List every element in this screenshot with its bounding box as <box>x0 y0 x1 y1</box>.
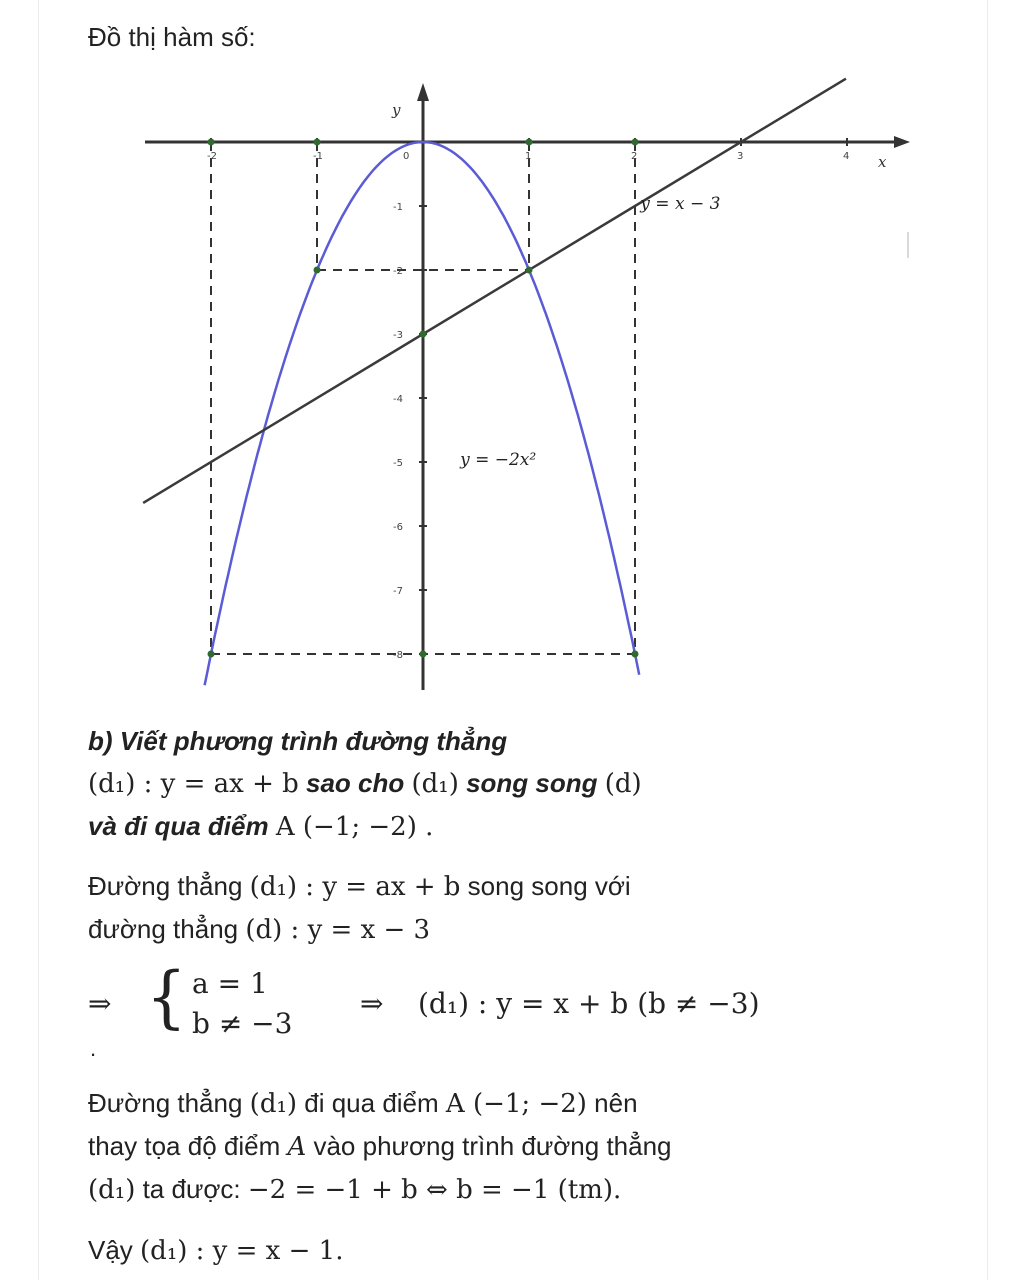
system-dot: . <box>90 1036 97 1061</box>
p2-calculation: −2 = −1 + b ⇔ b = −1 (tm). <box>247 1175 622 1205</box>
conclusion-equation: (d₁) : y = x − 1. <box>140 1236 344 1266</box>
part-b-statement <box>88 720 968 848</box>
p2-text-6: ta được: <box>135 1174 248 1204</box>
p1-text-3: đường thẳng <box>88 914 246 944</box>
p2-text-1: Đường thẳng <box>88 1088 250 1118</box>
system-line-2: b ≠ −3 <box>192 1007 293 1040</box>
line-label: y = x − 3 <box>640 194 721 215</box>
part-b-text-4: và đi qua điểm <box>88 811 276 841</box>
y-tick-label-7: -8 <box>393 650 403 661</box>
graph-point-6 <box>526 267 533 274</box>
y-tick-label-1: -2 <box>393 266 403 277</box>
y-tick-label-2: -3 <box>393 330 403 341</box>
system-brace: { <box>146 959 187 1037</box>
y-tick-label-4: -5 <box>393 458 403 469</box>
graph-point-1 <box>314 139 321 146</box>
x-tick-label-3: 1 <box>525 151 532 162</box>
p2-text-5: vào phương trình đường thẳng <box>306 1131 672 1161</box>
p2-text-3: nên <box>586 1088 638 1118</box>
part-b-period: . <box>416 812 434 842</box>
system-result: (d₁) : y = x + b (b ≠ −3) <box>418 987 760 1020</box>
point-a: A (−1; −2) <box>275 812 417 842</box>
system-line-1: a = 1 <box>192 967 268 1000</box>
paragraph-substitution <box>88 1082 968 1211</box>
p2-point-a: A (−1; −2) <box>445 1089 587 1119</box>
p2-a-letter: A <box>287 1132 307 1162</box>
graph-point-4 <box>420 331 427 338</box>
p1-d-eq: (d) : y = x − 3 <box>245 915 431 945</box>
graph-point-7 <box>208 651 215 658</box>
graph-point-3 <box>632 139 639 146</box>
x-axis-arrow <box>894 136 910 148</box>
graph-point-5 <box>314 267 321 274</box>
part-b-text-2: sao cho <box>298 768 412 798</box>
y-tick-label-0: -1 <box>393 202 403 213</box>
parabola-label: y = −2x² <box>460 450 537 471</box>
implies-arrow-2: ⇒ <box>360 987 384 1020</box>
conclusion <box>88 1229 968 1272</box>
y-axis-arrow <box>417 83 429 101</box>
p2-d1b: (d₁) <box>88 1175 136 1205</box>
p1-text-1: Đường thẳng <box>88 871 250 901</box>
x-tick-label-1: -1 <box>313 151 323 162</box>
function-graph <box>140 75 910 695</box>
p1-text-2: song song với <box>460 871 631 901</box>
paragraph-parallel <box>88 865 968 951</box>
p1-d1-eq: (d₁) : y = ax + b <box>249 872 461 902</box>
y-tick-label-6: -7 <box>393 586 403 597</box>
d1-label: (d₁) <box>411 769 459 799</box>
p2-d1: (d₁) <box>249 1089 298 1119</box>
graph-point-9 <box>420 651 427 658</box>
y-tick-label-5: -6 <box>393 522 403 533</box>
conclusion-text: Vậy <box>88 1235 141 1265</box>
implies-arrow-1: ⇒ <box>88 987 112 1020</box>
x-tick-label-4: 2 <box>631 151 638 162</box>
d-label: (d) <box>604 769 642 799</box>
x-tick-label-5: 3 <box>737 151 744 162</box>
x-axis-label: x <box>878 153 887 171</box>
graph-point-8 <box>632 651 639 658</box>
p2-text-4: thay tọa độ điểm <box>88 1131 288 1161</box>
graph-point-2 <box>526 139 533 146</box>
d1-equation: (d₁) : y = ax + b <box>88 769 299 799</box>
x-tick-label-2: 0 <box>403 151 410 162</box>
graph-point-0 <box>208 139 215 146</box>
part-b-text-3: song song <box>458 768 605 798</box>
p2-text-2: đi qua điểm <box>297 1088 446 1118</box>
x-tick-label-6: 4 <box>843 151 850 162</box>
x-tick-label-0: -2 <box>207 151 217 162</box>
y-tick-label-3: -4 <box>393 394 403 405</box>
part-b-title: b) Viết phương trình đường thẳng <box>88 726 508 756</box>
graph-heading: Đồ thị hàm số: <box>88 22 256 52</box>
y-axis-label: y <box>392 101 401 119</box>
